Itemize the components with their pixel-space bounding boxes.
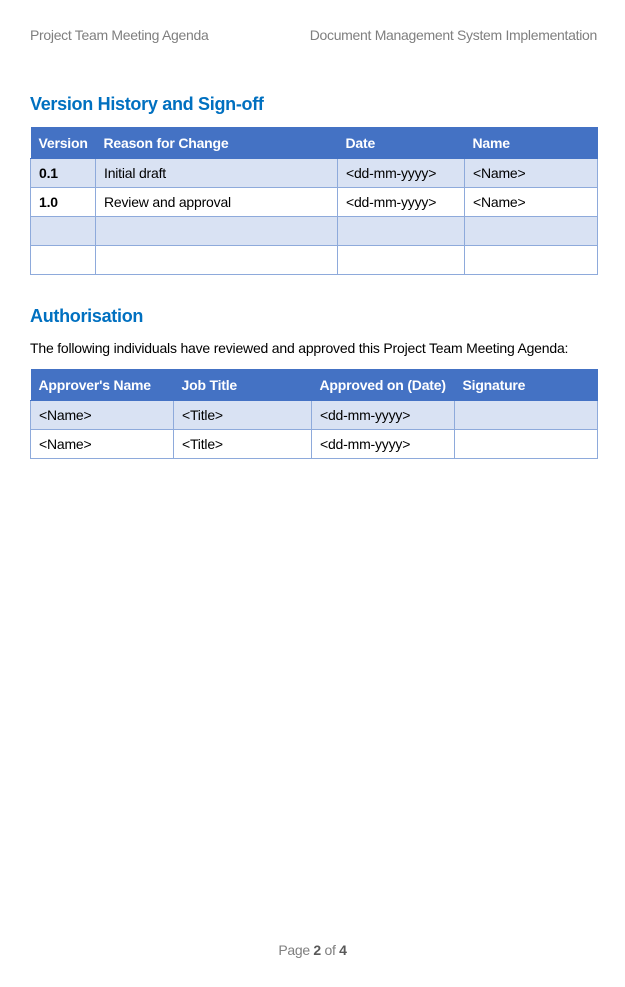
- approved-date-cell: <dd-mm-yyyy>: [312, 401, 455, 430]
- column-header-version: Version: [31, 128, 96, 159]
- version-history-title: Version History and Sign-off: [30, 94, 264, 114]
- total-page-count: 4: [339, 942, 347, 958]
- approved-date-cell: <dd-mm-yyyy>: [312, 430, 455, 459]
- name-cell: <Name>: [465, 188, 598, 217]
- page-label: Page: [278, 942, 310, 958]
- header-project-name: Document Management System Implementation: [309, 27, 597, 43]
- date-cell: <dd-mm-yyyy>: [338, 188, 465, 217]
- name-cell: [465, 246, 598, 275]
- version-cell: 1.0: [31, 188, 96, 217]
- page-header: [30, 27, 597, 45]
- signature-cell: [455, 401, 598, 430]
- page-separator: of: [324, 942, 336, 958]
- authorisation-intro: The following individuals have reviewed and approved this Project Team Meeting Agenda:: [30, 340, 569, 356]
- reason-cell: Initial draft: [96, 159, 338, 188]
- table-row: [31, 246, 598, 275]
- version-cell: [31, 246, 96, 275]
- column-header-reason: Reason for Change: [96, 128, 338, 159]
- column-header-date: Date: [338, 128, 465, 159]
- authorisation-table: [30, 369, 598, 459]
- reason-cell: [96, 246, 338, 275]
- column-header-job-title: Job Title: [174, 370, 312, 401]
- column-header-approver: Approver's Name: [31, 370, 174, 401]
- job-title-cell: <Title>: [174, 401, 312, 430]
- reason-cell: Review and approval: [96, 188, 338, 217]
- table-header-row: [31, 370, 598, 401]
- column-header-name: Name: [465, 128, 598, 159]
- table-row: [31, 159, 598, 188]
- table-row: [31, 217, 598, 246]
- version-cell: [31, 217, 96, 246]
- column-header-signature: Signature: [455, 370, 598, 401]
- date-cell: [338, 246, 465, 275]
- header-document-title: Project Team Meeting Agenda: [30, 27, 209, 43]
- table-row: [31, 430, 598, 459]
- name-cell: [465, 217, 598, 246]
- version-history-table: [30, 127, 598, 275]
- page-footer: [0, 942, 625, 958]
- reason-cell: [96, 217, 338, 246]
- current-page-number: 2: [313, 942, 321, 958]
- column-header-approved-date: Approved on (Date): [312, 370, 455, 401]
- table-row: [31, 401, 598, 430]
- table-row: [31, 188, 598, 217]
- approver-cell: <Name>: [31, 401, 174, 430]
- authorisation-title: Authorisation: [30, 306, 144, 326]
- table-header-row: [31, 128, 598, 159]
- approver-cell: <Name>: [31, 430, 174, 459]
- version-cell: 0.1: [31, 159, 96, 188]
- name-cell: <Name>: [465, 159, 598, 188]
- date-cell: [338, 217, 465, 246]
- signature-cell: [455, 430, 598, 459]
- date-cell: <dd-mm-yyyy>: [338, 159, 465, 188]
- job-title-cell: <Title>: [174, 430, 312, 459]
